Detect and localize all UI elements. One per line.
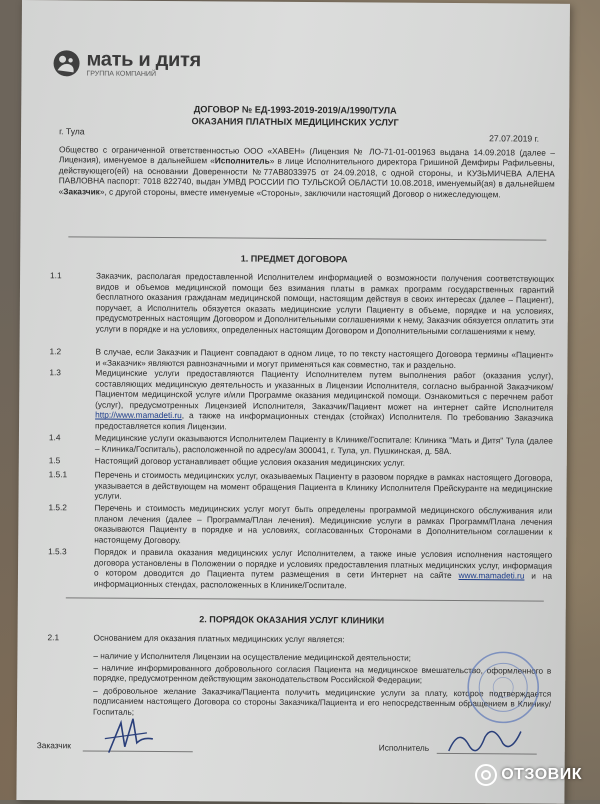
clause-text: Основанием для оказания платных медицинских услуг является: [93, 632, 345, 645]
clause-text [94, 547, 552, 593]
mother-child-logo-icon [51, 48, 81, 78]
intro-customer-term: Заказчик [63, 185, 100, 197]
clause-text: Медицинские услуги оказываются Исполнителем Пациенту в Клинике/Госпитале: Клиника "Мать и Дитя" Тула (далее – Клиника/Госпиталь), расположенной по адресу/ам 300041, г. Тула, ул. Пушкинская, д. 58А. [94, 432, 553, 456]
list-item-text: наличие информированного добровольного согласия Пациента на медицинское вмешательство, оформленного в порядке, предусмотренном действующим законодательством Российской Федерации; [93, 663, 552, 686]
clause-number: 1.5.3 [48, 546, 67, 557]
contract-city: г. Тула [59, 126, 85, 137]
clause-text: Настоящий договор устанавливает общие условия оказания медицинских услуг. [94, 455, 406, 468]
clause-2-1 [48, 632, 552, 646]
clause-1-5-2 [48, 502, 552, 548]
clause-number: 1.5 [48, 455, 61, 466]
watermark-text: ОТЗОВИК [501, 766, 582, 783]
intro-text: », с другой стороны, вместе именуемые «Стороны», заключили настоящий Договор о нижеследующем. [99, 186, 501, 199]
contract-title-line-2: ОКАЗАНИЯ ПЛАТНЫХ МЕДИЦИНСКИХ УСЛУГ [191, 116, 399, 128]
clause-text [95, 368, 553, 435]
clause-text-part: Медицинские услуги предоставляются Пациенту Исполнителем путем выполнения работ (оказания услуг), составляющих медицинскую деятельность и указанных в Лицензии Исполнителя, согласно выбранной Заказчиком/Пациентом медицинской услуге и/или Программе оказания медицинской помощи. Ознакомиться с перечнем работ (услуг), предусмотренных Лицензией Исполнителя, Заказчик/Пациент может на интернет сайте Исполнителя [95, 367, 554, 413]
customer-signature-label: Заказчик [36, 740, 71, 751]
clause-text: В случае, если Заказчик и Пациент совпадают в одном лице, то по тексту настоящего Договора термины «Пациент» и «Заказчик» являются равнозначными и могут применяться как совместно, так и раздельно. [95, 346, 554, 370]
section-1-title: 1. ПРЕДМЕТ ДОГОВОРА [240, 253, 348, 265]
contract-date: 27.07.2019 г. [489, 133, 540, 144]
clause-number: 1.5.2 [48, 502, 67, 513]
clause-1-5-3 [48, 546, 552, 592]
customer-signature-icon [103, 713, 159, 761]
clause-text: Перечень и стоимость медицинских услуг, оказываемых Пациенту в разовом порядке в рамках настоящего Договора, указывается в действующем на момент обращения Пациента в Клинику Исполнителя Прейскуранте на медицинские услуги. [94, 469, 553, 501]
clause-1-4 [49, 432, 553, 457]
list-item-text: наличие у Исполнителя Лицензии на осуществление медицинской деятельности; [100, 651, 412, 663]
section-divider [68, 236, 546, 240]
otzovik-logo-icon [475, 764, 497, 786]
clause-number: 1.1 [50, 270, 62, 281]
clause-text-part: , а также на информационных стендах (стойках) Исполнителя. По требованию Заказчика предоставляется копия Лицензии. [94, 410, 554, 432]
clause-number: 2.1 [47, 632, 60, 643]
otzovik-watermark [475, 764, 582, 786]
website-link[interactable]: http://www.mamadeti.ru [95, 409, 182, 421]
clause-number: 1.3 [49, 367, 61, 378]
logo-subtitle: ГРУППА КОМПАНИЙ [86, 70, 157, 78]
logo-name: мать и дитя [86, 48, 201, 72]
clause-text: Заказчик, располагая предоставленной Исполнителем информацией о возможности получения соответствующих видов и объемов медицинской помощи без взимания платы в рамках программ государственных гарантий бесплатного оказания гражданам медицинской помощи, настоящим действуя в своих интересах (далее – Пациент), поручает, а Исполнитель обязуется оказать медицинские услуги Пациенту в объеме, порядке и на условиях, предусмотренных настоящим Договором и Дополнительными соглашениями к нему, Заказчик обязуется оплатить эти услуги в порядке и на условиях, определенных настоящим Договором и Дополнительными соглашениями к нему. [95, 270, 555, 337]
section-2-title: 2. ПОРЯДОК ОКАЗАНИЯ УСЛУГ КЛИНИКИ [199, 614, 385, 626]
clause-1-3 [49, 367, 553, 434]
section-divider [66, 597, 544, 601]
basis-list-item: – наличие информированного добровольного согласия Пациента на медицинское вмешательство, оформленного в порядке, предусмотренном действующим законодательством Российской Федерации; [93, 663, 552, 686]
clause-number: 1.5.1 [48, 469, 68, 480]
contract-page [16, 0, 570, 804]
clause-1-5 [49, 455, 553, 469]
basis-list-item: – наличие у Исполнителя Лицензии на осуществление медицинской деятельности; [93, 651, 412, 663]
executor-signature-icon [445, 719, 525, 760]
basis-list-item: – добровольное желание Заказчика/Пациента получить медицинские услуги за плату, которое подтверждается подписанием настоящего Договора со стороны Заказчика/Пациента и его непосредственным обращением в Клинику/Госпиталь; [93, 686, 552, 717]
intro-executor-term: Исполнитель [214, 155, 270, 167]
executor-signature-label: Исполнитель [378, 742, 430, 753]
clause-1-5-1 [49, 469, 553, 504]
intro-text: » в лице Исполнительного директора Гришиной Демфиры Рафильевны, действующего(ей) на основании Доверенности №77АВ8033975 от 24.09.2018, с одной стороны, и КУЗЬМИЧЕВА АЛЕНА ПАВЛОВНА паспорт: 7018 822740, выдан УМВД РОССИИ ПО ТУЛЬСКОЙ ОБЛАСТИ 10.08.2018, именуемый(ая) в дальнейшем « [58, 156, 555, 196]
clause-number: 1.2 [49, 346, 62, 357]
clause-number: 1.4 [48, 432, 61, 443]
stamp-seal-icon [465, 649, 542, 726]
website-link[interactable]: www.mamadeti.ru [458, 570, 525, 581]
clause-text-part: Порядок и правила оказания медицинских услуг Исполнителем, а также иные условия исполнения настоящего договора установлены в Положении о порядке и условиях предоставления платных медицинских услуг, информация о котором доводится до Пациента путем размещения в сети Интернет на сайте [93, 546, 553, 581]
contract-title-line-1: ДОГОВОР № ЕД-1993-2019-2019/А/1990/ТУЛА [193, 104, 397, 116]
clause-text-part: и на информационных стендах, расположенных в Клинике/Госпитале. [93, 570, 553, 591]
clause-text: Перечень и стоимость медицинских услуг могут быть определены программой медицинского обслуживания или планом лечения (далее – Программа/План лечения). Медицинские услуги в рамках Программ/Плана лечения оказываются Пациенту в порядке и на условиях, согласованных Сторонами в Дополнительном соглашении к настоящему Договору. [94, 502, 553, 545]
company-logo [51, 48, 201, 79]
intro-text: Общество с ограниченной ответственностью ООО «ХАВЕН» (Лицензия № ЛО-71-01-001963 выдана 14.09.2018 (далее – Лицензия), именуемое в дальнейшем « [58, 144, 555, 166]
contract-intro [59, 144, 555, 199]
clause-1-1 [50, 270, 554, 337]
list-item-text: добровольное желание Заказчика/Пациента получить медицинские услуги за плату, которое подтверждается подписанием настоящего Договора со стороны Заказчика/Пациента и его непосредственным обращением в Клинику/Госпиталь; [93, 686, 552, 717]
